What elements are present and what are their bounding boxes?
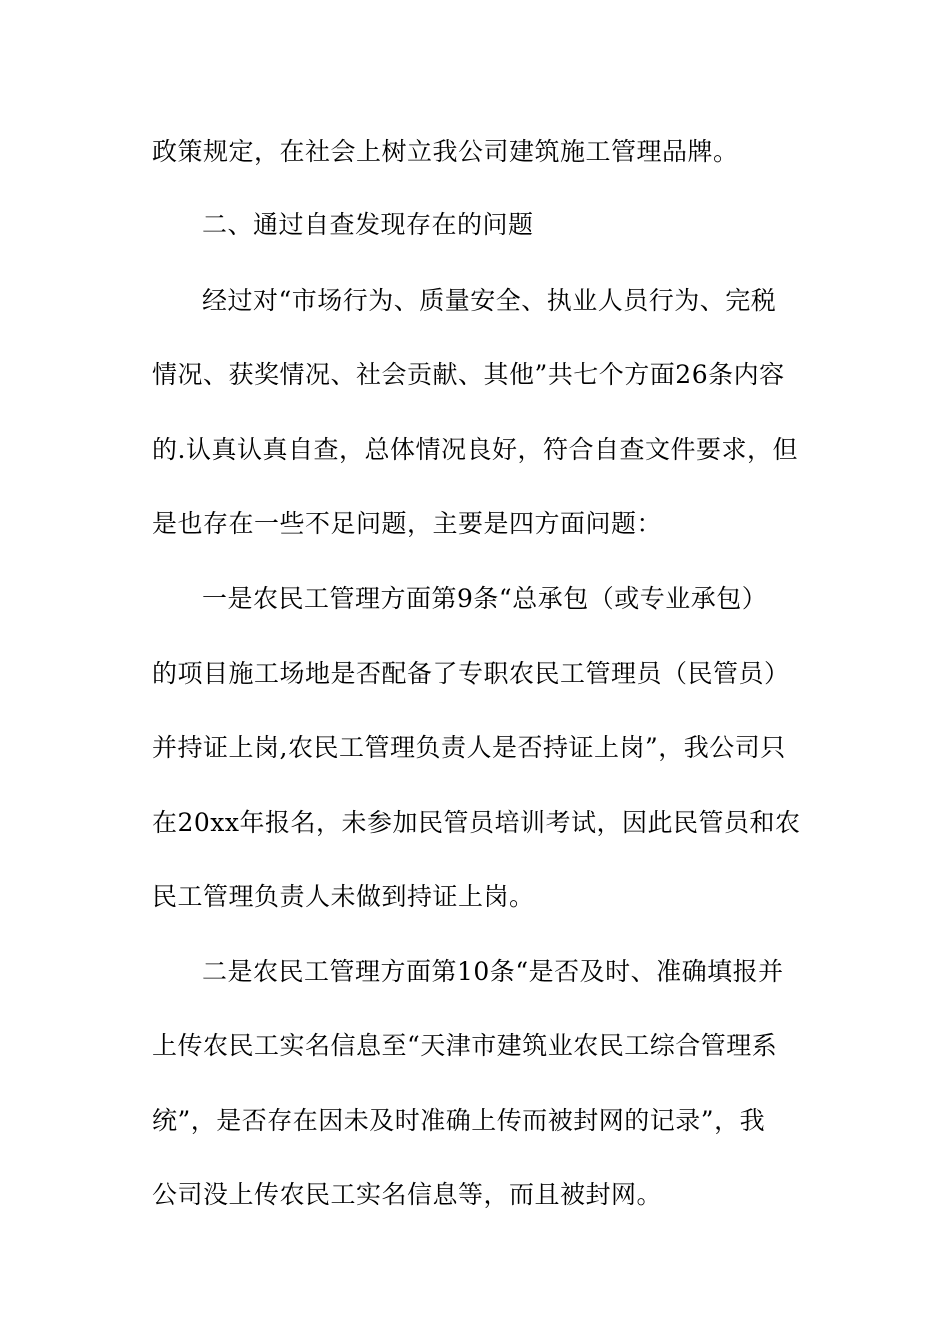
text-line-4: 情况、获奖情况、社会贡献、其他”共七个方面26条内容: [152, 360, 785, 389]
text-line-3: 经过对“市场行为、质量安全、执业人员行为、完税: [202, 286, 777, 315]
text-line-10: 在20xx年报名，未参加民管员培训考试，因此民管员和农: [152, 808, 801, 837]
text-line-7: 一是农民工管理方面第9条“总承包（或专业承包）: [202, 584, 768, 613]
text-line-9: 并持证上岗,农民工管理负责人是否持证上岗”，我公司只: [152, 733, 786, 762]
text-line-8: 的项目施工场地是否配备了专职农民工管理员（民管员）: [152, 659, 790, 688]
text-line-5: 的.认真认真自查，总体情况良好，符合自查文件要求，但: [152, 435, 798, 464]
text-line-13: 上传农民工实名信息至“天津市建筑业农民工综合管理系: [152, 1031, 778, 1060]
text-line-11: 民工管理负责人未做到持证上岗。: [152, 882, 535, 911]
text-line-6: 是也存在一些不足问题，主要是四方面问题：: [152, 509, 663, 538]
section-heading: 二、通过自查发现存在的问题: [202, 210, 534, 239]
text-line-1: 政策规定，在社会上树立我公司建筑施工管理品牌。: [152, 137, 739, 166]
text-line-14: 统”，是否存在因未及时准确上传而被封网的记录”，我: [152, 1106, 766, 1135]
text-line-12: 二是农民工管理方面第10条“是否及时、准确填报并: [202, 957, 784, 986]
text-line-15: 公司没上传农民工实名信息等，而且被封网。: [152, 1180, 663, 1209]
